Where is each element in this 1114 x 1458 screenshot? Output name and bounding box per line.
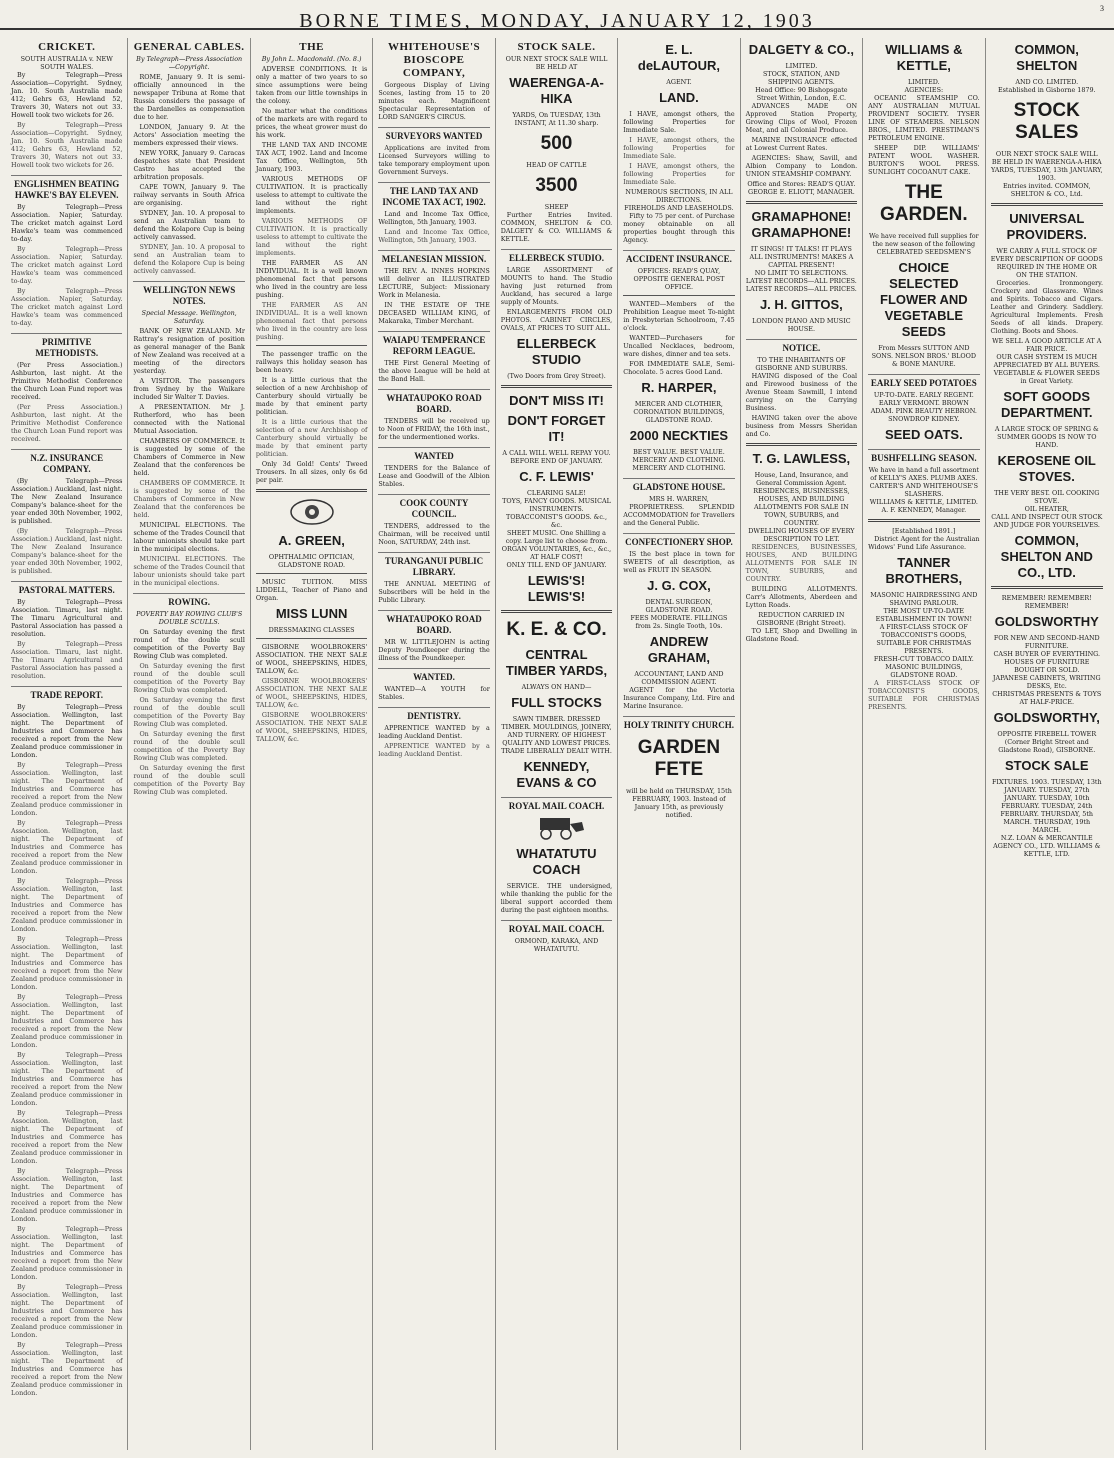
divider — [746, 201, 857, 204]
tanner-tobacco: A FIRST-CLASS STOCK OF TOBACCONIST'S GOODS, SUITABLE FOR CHRISTMAS PRESENTS. — [876, 623, 972, 655]
delautour-name: E. L. deLAUTOUR, — [637, 42, 720, 73]
goldsworthy-address: OPPOSITE FIREBELL TOWER (Corner Bright Street and Gladstone Road), GISBORNE. — [997, 730, 1097, 754]
column-6 — [618, 38, 740, 1450]
fixtures-agents: N.Z. LOAN & MERCANTILE AGENCY CO., LTD. WILLIAMS & KETTLE, LTD. — [993, 834, 1101, 858]
williams-kettle-name: WILLIAMS & KETTLE, — [885, 42, 963, 73]
established-1891: [Established 1891.] — [892, 527, 956, 535]
article-rowing-3: On Saturday evening the first round of the double scull competition of the Poverty Bay Rowing Club was completed. — [133, 696, 245, 728]
column-3 — [251, 38, 373, 1450]
headline-whataupoko-1: WHATAUPOKO ROAD BOARD. — [378, 389, 489, 415]
ad-bioscope: Gorgeous Display of Living Scenes, lasting from 15 to 20 minutes each. Magnificent Spectacular Representation of LORD SANGER'S CIRCUS. — [378, 81, 490, 121]
cash-system: OUR CASH SYSTEM IS MUCH APPRECIATED BY ALL BUYERS. — [993, 353, 1100, 369]
tanner-brothers: TANNER BROTHERS, — [885, 555, 963, 586]
ad-music-tuition: MUSIC TUITION. MISS LIDDELL, Teacher of Piano and Organ. — [255, 578, 368, 602]
headline-royal-mail-2: ROYAL MAIL COACH. — [501, 920, 612, 935]
notice-sheridan: HAVING taken over the above business from Messrs Sheridan and Co. — [745, 414, 858, 438]
notice-youth-wanted: WANTED—A YOUTH for Stables. — [378, 685, 490, 701]
column-5 — [496, 38, 618, 1450]
masthead — [0, 0, 1114, 30]
ad-woolbrokers-3: GISBORNE WOOLBROKERS' ASSOCIATION. THE NEXT SALE of WOOL, SHEEPSKINS, HIDES, TALLOW, &c. — [255, 711, 368, 743]
headline-surveyors: SURVEYORS WANTED — [378, 127, 489, 142]
harper-name: R. HARPER, — [641, 380, 717, 395]
harper-trade: MERCER AND CLOTHIER, CORONATION BUILDINGS, GLADSTONE ROAD. — [633, 400, 725, 424]
lawless-name: T. G. LAWLESS, — [752, 451, 851, 466]
tanner-filler: A FIRST-CLASS STOCK OF TOBACCONIST'S GOODS, SUITABLE FOR CHRISTMAS PRESENTS. — [868, 679, 980, 711]
divider — [256, 345, 367, 346]
ad-enlargements: ENLARGEMENTS FROM OLD PHOTOS. CABINET CIRCLES, OVALS, AT PRICES TO SUIT ALL. — [500, 308, 613, 332]
graham-trade: ACCOUNTANT, LAND AND COMMISSION AGENT. — [634, 670, 724, 686]
dalgety-limited: LIMITED. — [785, 62, 818, 70]
established-1879: Established in Gisborne 1879. — [997, 86, 1096, 94]
dalgety-advances: ADVANCES MADE ON Approved Station Property, Growing Clips of Wool, Frozen Meat, and all Colonial Produce. — [745, 102, 858, 134]
divider — [623, 295, 734, 296]
choice-seeds: CHOICE SELECTED FLOWER AND VEGETABLE SEEDS — [880, 260, 968, 339]
lewis-toys: TOYS, FANCY GOODS. MUSICAL INSTRUMENTS. TOBACCONIST'S GOODS. &c., &c. — [502, 497, 611, 529]
article-primitive-methodists-2: (Per Press Association.) Ashburton, last night. At the Primitive Methodist Conference the Church Loan Fund report was received. — [11, 403, 123, 443]
notice-albion-stables: TENDERS for the Balance of Lease and Goodwill of the Albion Stables. — [378, 464, 490, 488]
divider — [501, 610, 612, 613]
column-9 — [986, 38, 1108, 1450]
headline-englishmen: ENGLISHMEN BEATING HAWKE'S BAY ELEVEN. — [11, 175, 122, 201]
christmas-presents: CHRISTMAS PRESENTS & TOYS AT HALF-PRICE. — [992, 690, 1102, 706]
article-cricket-2: By Telegraph—Press Association—Copyright. Sydney, Jan. 10. South Australia made 412; Gehrs 63, Hewland 52, Travers 30, Waters not out 33. Howell took two wickets for 26. — [11, 121, 123, 169]
universal-providers: UNIVERSAL PROVIDERS. — [1006, 211, 1087, 242]
goldsworthy: GOLDSWORTHY — [994, 614, 1099, 629]
garden-fete: GARDEN FETE — [637, 737, 721, 780]
gramaphone-text: IT SINGS! IT TALKS! IT PLAYS ALL INSTRUMENTS! MAKES A CAPITAL PRESENT! — [749, 245, 854, 269]
optician-name: A. GREEN, — [278, 533, 345, 548]
article-bank-nz: BANK OF NEW ZEALAND. Mr Rattray's resignation of position as general manager of the Bank of New Zealand was received at a meeting of the directors yesterday. — [133, 327, 245, 375]
article-cultivation: VARIOUS METHODS OF CULTIVATION. It is practically useless to attempt to cultivate the land without the right implements. — [255, 175, 368, 215]
headline-temperance: WAIAPU TEMPERANCE REFORM LEAGUE. — [378, 331, 489, 357]
wk-signoff: WILLIAMS & KETTLE, LIMITED. — [869, 498, 978, 506]
headline-dentistry: DENTISTRY. — [378, 707, 489, 722]
coach-service: SERVICE. THE undersigned, while thanking the public for the liberal support accorded them during the past eighteen months. — [500, 882, 613, 914]
dont-miss-it: DON'T MISS IT! — [509, 393, 604, 408]
numerous-sections: NUMEROUS SECTIONS, IN ALL DIRECTIONS. — [625, 188, 733, 204]
agencies-list: OCEANIC STEAMSHIP CO. ANY AUSTRALIAN MUTUAL PROVIDENT SOCIETY. TYSER LINE OF STEAMERS. NELSON BROS., LIMITED. PRESTIMAN'S PETROLEUM ENGINE. — [868, 94, 980, 142]
article-archbishop: It is a little curious that the selection of a new Archbishop of Canterbury should virtually be made by that eminent party politician. — [255, 376, 368, 416]
divider — [256, 638, 367, 639]
stock-sales-text: OUR NEXT STOCK SALE WILL BE HELD IN WAERENGA-A-HIKA YARDS, TUESDAY, 13th JANUARY, 1903. — [990, 150, 1103, 182]
cooking-stove: THE VERY BEST. OIL COOKING STOVE. — [994, 489, 1100, 505]
seed-oats: SEED OATS. — [884, 427, 963, 442]
cash-buyer: CASH BUYER OF EVERYTHING. — [993, 650, 1101, 658]
timber-yards: CENTRAL TIMBER YARDS, — [505, 647, 608, 678]
tanner-parlour: MASONIC HAIRDRESSING AND SHAVING PARLOUR. — [870, 591, 978, 607]
land-intro: I HAVE, amongst others, the following Properties for Immediate Sale. — [623, 110, 735, 134]
article-railways: The passenger traffic on the railways this holiday season has been heavy. — [255, 350, 368, 374]
dressmaker-name: MISS LUNN — [275, 606, 348, 621]
latest-records: LATEST RECORDS—ALL PRICES. LATEST RECORDS—ALL PRICES. — [745, 277, 857, 293]
headline-bioscope: WHITEHOUSE'S BIOSCOPE COMPANY, — [387, 41, 481, 79]
lawless-list: RESIDENCES, BUSINESSES, HOUSES, AND BUILDING ALLOTMENTS FOR SALE IN TOWN, SUBURBS, and COUNTRY. — [745, 543, 858, 583]
column-7 — [741, 38, 863, 1450]
notice-dentistry-2: APPRENTICE WANTED by a leading Auckland Dentist. — [378, 742, 490, 758]
article-rowing-4: On Saturday evening the first round of the double scull competition of the Poverty Bay Rowing Club was completed. — [133, 730, 245, 762]
masthead-title: BORNE TIMES, MONDAY, JANUARY 12, 1903 — [299, 10, 815, 32]
remember: REMEMBER! REMEMBER! REMEMBER! — [1001, 594, 1092, 610]
headline-wanted-2: WANTED. — [378, 668, 489, 683]
stock-sale-date: YARDS, On TUESDAY, 13th INSTANT, At 11.30 sharp. — [512, 111, 601, 127]
ad-woolbrokers-2: GISBORNE WOOLBROKERS' ASSOCIATION. THE NEXT SALE of WOOL, SHEEPSKINS, HIDES, TALLOW, &c. — [255, 677, 368, 709]
article-visitor: A VISITOR. The passengers from Sydney by the Waikare included Sir Walter T. Davies. — [133, 377, 245, 401]
article-primitive-methodists: (Per Press Association.) Ashburton, last night. At the Primitive Methodist Conference the Church Loan Fund report was received. — [11, 361, 123, 401]
article-chambers-commerce-2: CHAMBERS OF COMMERCE. It is suggested by some of the Chambers of Commerce in New Zealand that the conferences be held. — [133, 479, 245, 519]
ad-trousers: Only 3d Gold! Cents' Tweed Trousers. In all sizes, only 6s 6d per pair. — [255, 460, 368, 484]
notice-poundkeeper: MR W. LITTLEJOHN is acting Deputy Poundkeeper during the illness of the Poundkeeper. — [378, 638, 490, 662]
graham-agent: AGENT for the Victoria Insurance Company, Ltd. Fire and Marine Insurance. — [623, 686, 735, 710]
land-list-2: I HAVE, amongst others, the following Properties for Immediate Sale. — [623, 162, 735, 186]
notice-whataupoko-tenders: TENDERS will be received up to Noon of FRIDAY, the 16th inst., for the undermentioned works. — [378, 417, 490, 441]
ke-co-logo: K. E. & CO. — [506, 619, 607, 640]
article-presentation: A PRESENTATION. Mr J. Rutherford, who has been connected with the National Mutual Association. — [133, 403, 245, 435]
spring-goods: A LARGE STOCK OF SPRING & SUMMER GOODS IS NOW TO HAND. — [994, 425, 1099, 449]
headline-seed-potatoes: EARLY SEED POTATOES — [868, 374, 979, 389]
column-8 — [863, 38, 985, 1450]
cox-dental: DENTAL SURGEON, GLADSTONE ROAD. — [645, 598, 713, 614]
agencies-heading: AGENCIES: — [904, 86, 944, 94]
headline-wellington-news: WELLINGTON NEWS NOTES. — [133, 281, 244, 307]
headline-royal-mail-1: ROYAL MAIL COACH. — [501, 797, 612, 812]
article-trade-report-2: By Telegraph—Press Association. Wellington, last night. The Department of Industries and Commerce has received a report from the New Zealand produce commissioner in London. — [11, 761, 123, 817]
timber-list: SAWN TIMBER. DRESSED TIMBER. MOULDINGS, JOINERY, AND TURNERY. OF HIGHEST QUALITY AND LOWEST PRICES. — [501, 715, 612, 747]
seed-suppliers: From Messrs SUTTON AND SONS. NELSON BROS.' BLOOD & BONE MANURE. — [871, 344, 977, 368]
article-trade-report-7: By Telegraph—Press Association. Wellington, last night. The Department of Industries and Commerce has received a report from the New Zealand produce commissioner in London. — [11, 1051, 123, 1107]
headline-confectionery: CONFECTIONERY SHOP. — [623, 533, 734, 548]
cattle-label: HEAD OF CATTLE — [526, 161, 587, 169]
notice-melanesian: THE REV. A. INNES HOPKINS will deliver an ILLUSTRATED LECTURE, Subject: Missionary Work in Melanesia. — [378, 267, 490, 299]
dalgety-name: DALGETY & CO., — [748, 42, 854, 57]
headline-whataupoko-2: WHATAUPOKO ROAD BOARD. — [378, 610, 489, 636]
headline-ellerbeck: ELLERBECK STUDIO. — [501, 249, 612, 264]
coach-icon — [501, 814, 612, 842]
tanner-upto: THE MOST UP-TO-DATE ESTABLISHMENT IN TOWN! — [875, 607, 973, 623]
notice-dentistry: APPRENTICE WANTED by a leading Auckland Dentist. — [378, 724, 490, 740]
article-englishmen: By Telegraph—Press Association. Napier, Saturday. The cricket match against Lord Hawke's team was commenced to-day. — [11, 203, 123, 243]
lewis-organ: ORGAN VOLUNTARIES, &c., &c., AT HALF COST! — [501, 545, 612, 561]
no-limit: NO LIMIT TO SELECTIONS. — [754, 269, 848, 277]
headline-nz-insurance: N.Z. INSURANCE COMPANY. — [11, 449, 122, 475]
article-chambers-commerce: CHAMBERS OF COMMERCE. It is suggested by some of the Chambers of Commerce in New Zealand that the conferences be held. — [133, 437, 245, 477]
headline-gladstone-house: GLADSTONE HOUSE. — [623, 478, 734, 493]
headline-notice: NOTICE. — [746, 339, 857, 354]
graham-name: ANDREW GRAHAM, — [647, 634, 710, 665]
williams-kettle-limited: LIMITED. — [907, 78, 940, 86]
column-4 — [373, 38, 495, 1450]
notice-library: THE ANNUAL MEETING of Subscribers will be held in the Public Library. — [378, 580, 490, 604]
stock-sales: STOCK SALES — [1013, 100, 1080, 143]
article-adverse-conditions: ADVERSE CONDITIONS. It is only a matter of two years to so since assumptions were being taken from our little townships in the colony. — [255, 65, 368, 105]
headline-general-cables: GENERAL CABLES. — [133, 41, 245, 53]
article-trade-report-9: By Telegraph—Press Association. Wellington, last night. The Department of Industries and Commerce has received a report from the New Zealand produce commissioner in London. — [11, 1167, 123, 1223]
furniture: FOR NEW AND SECOND-HAND FURNITURE. — [993, 634, 1100, 650]
notice-estate-king: IN THE ESTATE OF THE DECEASED WILLIAM KING, of Makaraka, Timber Merchant. — [378, 301, 490, 325]
goods-list: Groceries. Ironmongery. Crockery and Glassware. Wines and Spirits. Tobacco and Cigars. Leather and Grindery. Saddlery. Agricultural Implements. Fresh Seeds of all kinds. Drapery. Clothing. Boots and Shoes. — [990, 279, 1103, 335]
divider — [991, 203, 1103, 206]
article-trade-report-4: By Telegraph—Press Association. Wellington, last night. The Department of Industries and Commerce has received a report from the New Zealand produce commissioner in London. — [11, 877, 123, 933]
ellerbeck-name: ELLERBECK STUDIO — [516, 336, 597, 367]
purchase-money: Fifty to 75 per cent. of Purchase money obtainable on all properties bought through this Agency. — [623, 212, 735, 244]
subhead-wellington-news: Special Message. Wellington, Saturday. — [141, 309, 237, 325]
ellerbeck-address: (Two Doors from Grey Street). — [507, 372, 606, 380]
common-shelton-2: COMMON, SHELTON AND CO., LTD. — [1000, 533, 1093, 580]
gramaphone: GRAMAPHONE! GRAMAPHONE! — [751, 209, 852, 240]
article-trade-report-5: By Telegraph—Press Association. Wellington, last night. The Department of Industries and Commerce has received a report from the New Zealand produce commissioner in London. — [11, 935, 123, 991]
japanese-cabinets: JAPANESE CABINETS, WRITING DESKS, Etc. — [992, 674, 1101, 690]
widows-fund: District Agent for the Australian Widows' Fund Life Assurance. — [868, 535, 980, 551]
article-cape-town: CAPE TOWN, January 9. The railway servants in South Africa are organising. — [133, 183, 245, 207]
headline-library: TURANGANUI PUBLIC LIBRARY. — [378, 552, 489, 578]
ad-woolbrokers: GISBORNE WOOLBROKERS' ASSOCIATION. THE NEXT SALE of WOOL, SHEEPSKINS, HIDES, TALLOW, &c. — [255, 643, 368, 675]
common-shelton-ltd: AND CO. LIMITED. — [1015, 78, 1079, 86]
potato-list: UP-TO-DATE. EARLY REGENT. EARLY VERMONT. BROWN ADAM. PINK BEAUTY HEBRON. SNOWDROP KIDNEY. — [870, 391, 977, 423]
article-englishmen-2: By Telegraph—Press Association. Napier, Saturday. The cricket match against Lord Hawke's team was commenced to-day. — [11, 245, 123, 285]
lewis-repeat: LEWIS'S! LEWIS'S! — [527, 573, 586, 604]
sheep-label: SHEEP — [544, 203, 569, 211]
dalgety-trade: STOCK, STATION, AND SHIPPING AGENTS. — [763, 70, 840, 86]
lewis-call: A CALL WILL WELL REPAY YOU. BEFORE END OF JANUARY. — [502, 449, 611, 465]
column-1 — [6, 38, 128, 1450]
full-stocks: FULL STOCKS — [511, 695, 602, 710]
divider — [501, 385, 612, 388]
article-trade-report-6: By Telegraph—Press Association. Wellington, last night. The Department of Industries and Commerce has received a report from the New Zealand produce commissioner in London. — [11, 993, 123, 1049]
confectionery-text: IS the best place in town for SWEETS of all description, as well as FRUIT IN SEASON. — [623, 550, 735, 574]
stock-sale-location: WAERENGA-A-HIKA — [509, 75, 604, 106]
notice-temperance: THE First General Meeting of the above League will be held at the Band Hall. — [378, 359, 490, 383]
call-inspect: CALL AND INSPECT OUR STOCK AND JUDGE FOR YOURSELVES. — [991, 513, 1103, 529]
axes-list: We have in hand a full assortment of KELLY'S AXES. PLUMB AXES. CARTER'S AND WHITEHOUSE'S SLASHERS. — [868, 466, 980, 498]
article-rome: ROME, January 9. It is semi-officially announced in the newspaper Tribuna at Rome that Russia considers the passage of the Dardanelles as compensation due to her. — [133, 73, 245, 121]
article-trade-report-8: By Telegraph—Press Association. Wellington, last night. The Department of Industries and Commerce has received a report from the New Zealand produce commissioner in London. — [11, 1109, 123, 1165]
headline-melanesian: MELANESIAN MISSION. — [378, 250, 489, 265]
byline-macdonald: By John L. Macdonald. (No. 8.) — [261, 55, 362, 63]
sheep-count: 3500 — [535, 175, 578, 196]
article-rowing: On Saturday evening the first round of the double scull competition of the Poverty Bay Rowing Club was completed. — [133, 628, 245, 660]
to-let: TO LET, Shop and Dwelling in Gladstone Road. — [745, 627, 858, 643]
tanner-address: MASONIC BUILDINGS, GLADSTONE ROAD. — [885, 663, 963, 679]
building-allotments: BUILDING ALLOTMENTS. Carr's Allotments, Aberdeen and Lytton Roads. — [745, 585, 858, 609]
offices: OFFICES: READ'S QUAY, OPPOSITE GENERAL POST OFFICE. — [633, 267, 725, 291]
notice-land-tax: Land and Income Tax Office, Wellington, 5th January, 1903. — [378, 210, 490, 226]
whatatutu-coach: WHATATUTU COACH — [516, 846, 597, 877]
divider — [746, 443, 857, 446]
lawless-trade: House, Land, Insurance, and General Commission Agent. — [754, 471, 849, 487]
lewis-until: ONLY TILL END OF JANUARY. — [506, 561, 607, 569]
neckties: 2000 NECKTIES — [629, 428, 729, 443]
always-on-hand: ALWAYS ON HAND— — [521, 683, 592, 691]
article-trade-report-10: By Telegraph—Press Association. Wellington, last night. The Department of Industries and Commerce has received a report from the New Zealand produce commissioner in London. — [11, 1225, 123, 1281]
article-cricket: By Telegraph—Press Association—Copyright. Sydney, Jan. 10. South Australia made 412; Gehrs 63, Hewland 52, Travers 30, Waters not out 33. Howell took two wickets for 26. — [11, 71, 123, 119]
headline-cricket: CRICKET. — [38, 41, 96, 53]
vegetable-seeds: VEGETABLE & FLOWER SEEDS in Great Variety. — [993, 369, 1100, 385]
dalgety-head-office: Head Office: 90 Bishopsgate Street Within, London, E.C. — [755, 86, 848, 102]
headline-cook-county: COOK COUNTY COUNCIL. — [378, 494, 489, 520]
headline-trade-report: TRADE REPORT. — [11, 686, 122, 701]
article-municipal-2: MUNICIPAL ELECTIONS. The scheme of the Trades Council that labour unionists should take part in the municipal elections. — [133, 555, 245, 587]
ad-ellerbeck: LARGE ASSORTMENT of MOUNTS to hand. The Studio having just returned from Auckland, has secured a large supply of Mounts. — [500, 266, 613, 306]
article-trade-report-11: By Telegraph—Press Association. Wellington, last night. The Department of Industries and Commerce has received a report from the New Zealand produce commissioner in London. — [11, 1283, 123, 1339]
delautour-agent: AGENT. — [666, 78, 692, 86]
soft-goods: SOFT GOODS DEPARTMENT. — [1001, 389, 1093, 420]
best-value: BEST VALUE. BEST VALUE. — [633, 448, 725, 456]
article-new-york: NEW YORK, January 9. Caracas despatches state that President Castro has accepted the arbitration proposals. — [133, 149, 245, 181]
lawless-dwellings: DWELLING HOUSES OF EVERY DESCRIPTION TO LET. — [748, 527, 855, 543]
subhead-general-cables: By Telegraph—Press Association—Copyright. — [136, 55, 243, 71]
article-london: LONDON, January 9. At the Actors' Association meeting the members expressed their views. — [133, 123, 245, 147]
warren-accommodation: PROPRIETRESS. SPLENDID ACCOMMODATION for Travellers and the General Public. — [623, 503, 735, 527]
column-2 — [128, 38, 250, 1450]
goldsworthy-2: GOLDSWORTHY, — [993, 710, 1100, 725]
full-stock: WE CARRY A FULL STOCK OF EVERY DESCRIPTION OF GOODS REQUIRED IN THE HOME OR ON THE STATION. — [990, 247, 1103, 279]
oil-heater: OIL HEATER, — [1024, 505, 1069, 513]
divider — [256, 489, 367, 492]
gittos-name: J. H. GITTOS, — [759, 297, 843, 312]
land-list: I HAVE, amongst others, the following Properties for Immediate Sale. — [623, 136, 735, 160]
dressmaker-classes: DRESSMAKING CLASSES — [268, 626, 355, 634]
divider — [256, 573, 367, 574]
article-nz-insurance: (By Telegraph—Press Association.) Auckland, last night. The New Zealand Insurance Company's balance-sheet for the year ended 30th November, 1902, is published. — [11, 477, 123, 525]
dalgety-office: Office and Stores: READ'S QUAY. — [747, 180, 856, 188]
headline-land-tax: THE LAND TAX AND INCOME TAX ACT, 1902. — [378, 182, 489, 208]
lewis-name: C. F. LEWIS' — [519, 469, 594, 484]
headline-the: THE — [299, 41, 324, 53]
subhead-cricket: SOUTH AUSTRALIA v. NEW SOUTH WALES. — [20, 55, 113, 71]
headline-primitive-methodists: PRIMITIVE METHODISTS. — [11, 333, 122, 359]
lewis-clearing-sale: CLEARING SALE! — [527, 489, 586, 497]
ad-surveyors: Applications are invited from Licensed Surveyors willing to take temporary employment upon Government Surveys. — [378, 144, 490, 176]
article-sydney: SYDNEY, Jan. 10. A proposal to send an Australian team to defend the Kolapore Cup is being actively canvassed. — [133, 209, 245, 241]
article-rowing-5: On Saturday evening the first round of the double scull competition of the Poverty Bay Rowing Club was completed. — [133, 764, 245, 796]
kennedy-evans: KENNEDY, EVANS & CO — [516, 759, 597, 790]
wanted-purchasers: WANTED—Purchasers for Uncalled Necklaces, bedroom, ware dishes, dinner and tea sets. — [623, 334, 735, 358]
article-land-tax: THE LAND TAX AND INCOME TAX ACT, 1902. Land and Income Tax Office, Wellington, 5th January, 1903. — [255, 141, 368, 173]
cattle-count: 500 — [540, 133, 573, 154]
houses-furniture: HOUSES OF FURNITURE BOUGHT OR SOLD. — [1004, 658, 1090, 674]
garden-intro: We have received full supplies for the new season of the following CELEBRATED SEEDSMEN'S — [869, 232, 979, 256]
dalgety-agencies: AGENCIES: Shaw, Savill, and Albion Company to London. UNION STEAMSHIP COMPANY. — [745, 154, 858, 178]
land-heading: LAND. — [659, 90, 699, 105]
headline-bushfelling: BUSHFELLING SEASON. — [868, 449, 979, 464]
article-sydney-2: SYDNEY, Jan. 10. A proposal to send an Australian team to defend the Kolapore Cup is being actively canvassed. — [133, 243, 245, 275]
notice-cook-county: TENDERS, addressed to the Chairman, will be received until Noon, SATURDAY, 24th inst. — [378, 522, 490, 546]
agencies-list-2: SHEEP DIP. WILLIAMS' PATENT WOOL WASHER. BURTON'S WOOL PRESS. SUNLIGHT COCOANUT CAKE. — [868, 144, 980, 176]
article-nz-insurance-2: (By Telegraph—Press Association.) Auckland, last night. The New Zealand Insurance Company's balance-sheet for the year ended 30th November, 1902, is published. — [11, 527, 123, 575]
article-pastoral: By Telegraph—Press Association. Timaru, last night. The Timaru Agricultural and Pastoral Association has passed a resolution. — [11, 598, 123, 638]
headline-accident: ACCIDENT INSURANCE. — [623, 250, 734, 265]
article-farmer: THE FARMER AS AN INDIVIDUAL. It is a well known phenomenal fact that persons who lived in the country are less pushing. — [255, 259, 368, 299]
lewis-music: SHEET MUSIC. One Shilling a copy. Large list to choose from. — [505, 529, 608, 545]
page-number: 3 — [1100, 4, 1104, 13]
article-farmer-2: THE FARMER AS AN INDIVIDUAL. It is a well known phenomenal fact that persons who lived in the country are less pushing. — [255, 301, 368, 341]
tanner-fresh: FRESH-CUT TOBACCO DAILY. — [873, 655, 974, 663]
notice-inhabitants: TO THE INHABITANTS OF GISBORNE AND SUBURBS. — [755, 356, 848, 372]
stock-sale-sub: OUR NEXT STOCK SALE WILL BE HELD AT — [505, 55, 608, 71]
notice-coal: HAVING disposed of the Coal and Firewood business of the Avenue Steam Sawmill, I intend carrying on the Carrying Business. — [745, 372, 858, 412]
fete-date: will be held on THURSDAY, 15th FEBRUARY, 1903. Instead of January 15th, as previously notified. — [626, 787, 732, 819]
kerosene-stoves: KEROSENE OIL STOVES. — [997, 453, 1096, 484]
fixtures-list: FIXTURES. 1903. TUESDAY, 13th JANUARY. TUESDAY, 27th JANUARY. TUESDAY, 10th FEBRUARY. TUESDAY, 24th FEBRUARY. THURSDAY, 5th MARCH. THURSDAY, 19th MARCH. — [991, 778, 1102, 834]
article-englishmen-3: By Telegraph—Press Association. Napier, Saturday. The cricket match against Lord Hawke's team was commenced to-day. — [11, 287, 123, 327]
headline-stock-sale: STOCK SALE. — [517, 41, 596, 53]
freeholds: FIREHOLDS AND LEASEHOLDS. — [624, 204, 734, 212]
cox-fees: FEES MODERATE. FILLINGS from 2s. Single Tooth, 10s. — [630, 614, 728, 630]
notice-land-tax-2: Land and Income Tax Office, Wellington, 5th January, 1903. — [378, 228, 490, 244]
reduction-carried: REDUCTION CARRIED IN GISBORNE (Bright Street). — [756, 611, 846, 627]
the-garden: THE GARDEN. — [880, 182, 968, 225]
stock-sale-fixtures: STOCK SALE — [1004, 758, 1089, 773]
common-shelton-name: COMMON, SHELTON — [1014, 42, 1079, 73]
eye-icon — [256, 497, 367, 529]
divider — [868, 519, 979, 522]
article-municipal: MUNICIPAL ELECTIONS. The scheme of the Trades Council that labour unionists should take part in the municipal elections. — [133, 521, 245, 553]
headline-wanted-1: WANTED — [378, 447, 489, 462]
immediate-sale: FOR IMMEDIATE SALE, Semi-Chocolate. 5 acres Good Land. — [623, 360, 735, 376]
article-cultivation-2: VARIOUS METHODS OF CULTIVATION. It is practically useless to attempt to cultivate the land without the right implements. — [255, 217, 368, 257]
subhead-rowing: POVERTY BAY ROWING CLUB'S DOUBLE SCULLS. — [136, 610, 243, 626]
cox-name: J. G. COX, — [647, 578, 711, 593]
dalgety-manager: GEORGE E. ELIOTT, MANAGER. — [747, 188, 855, 196]
article-archbishop-2: It is a little curious that the selection of a new Archbishop of Canterbury should virtually be made by that eminent party politician. — [255, 418, 368, 458]
headline-pastoral: PASTORAL MATTERS. — [11, 581, 122, 596]
article-rowing-2: On Saturday evening the first round of the double scull competition of the Poverty Bay Rowing Club was completed. — [133, 662, 245, 694]
warren-name: MRS H. WARREN, — [649, 495, 709, 503]
article-trade-report-12: By Telegraph—Press Association. Wellington, last night. The Department of Industries and Commerce has received a report from the New Zealand produce commissioner in London. — [11, 1341, 123, 1397]
article-trade-report: By Telegraph—Press Association. Wellington, last night. The Department of Industries and Commerce has received a report from the New Zealand produce commissioner in London. — [11, 703, 123, 759]
stock-sale-agents: Further Entries Invited. COMMON, SHELTON & CO. DALGETY & CO. WILLIAMS & KETTLE. — [500, 211, 613, 243]
article-trade-report-3: By Telegraph—Press Association. Wellington, last night. The Department of Industries and Commerce has received a report from the New Zealand produce commissioner in London. — [11, 819, 123, 875]
coach-route: ORMOND, KARAKA, AND WHATATUTU. — [514, 937, 599, 953]
newspaper-columns — [6, 38, 1108, 1450]
trade-dealt: TRADE LIBERALLY DEALT WITH. — [501, 747, 612, 755]
dalgety-marine: MARINE INSURANCE effected at Lowest Current Rates. — [745, 136, 858, 152]
mercery: MERCERY AND CLOTHING. MERCERY AND CLOTHING. — [632, 456, 726, 472]
gittos-house: LONDON PIANO AND MUSIC HOUSE. — [752, 317, 851, 333]
dont-forget-it: DON'T FORGET IT! — [507, 413, 606, 444]
good-article: WE SELL A GOOD ARTICLE AT A FAIR PRICE. — [992, 337, 1102, 353]
wanted-prohibition: WANTED—Members of the Prohibition League meet To-night in Presbyterian Schoolroom, 7.45 o'clock. — [623, 300, 735, 332]
stock-sales-entries: Entries invited. COMMON, SHELTON & CO., Ltd. — [1003, 182, 1091, 198]
lawless-residences: RESIDENCES, BUSINESSES, HOUSES, AND BUILDING ALLOTMENTS FOR SALE IN TOWN, SUBURBS, and COUNTRY. — [753, 487, 850, 527]
headline-holy-trinity: HOLY TRINITY CHURCH. — [623, 716, 734, 731]
divider — [991, 586, 1103, 589]
wk-manager: A. F. KENNEDY, Manager. — [881, 506, 967, 514]
article-pastoral-2: By Telegraph—Press Association. Timaru, last night. The Timaru Agricultural and Pastoral Association has passed a resolution. — [11, 640, 123, 680]
optician-address: OPHTHALMIC OPTICIAN, GLADSTONE ROAD. — [268, 553, 355, 569]
article-markets: No matter what the conditions of the markets are with regard to prices, the wheat grower must do his work. — [255, 107, 368, 139]
headline-rowing: ROWING. — [133, 593, 244, 608]
